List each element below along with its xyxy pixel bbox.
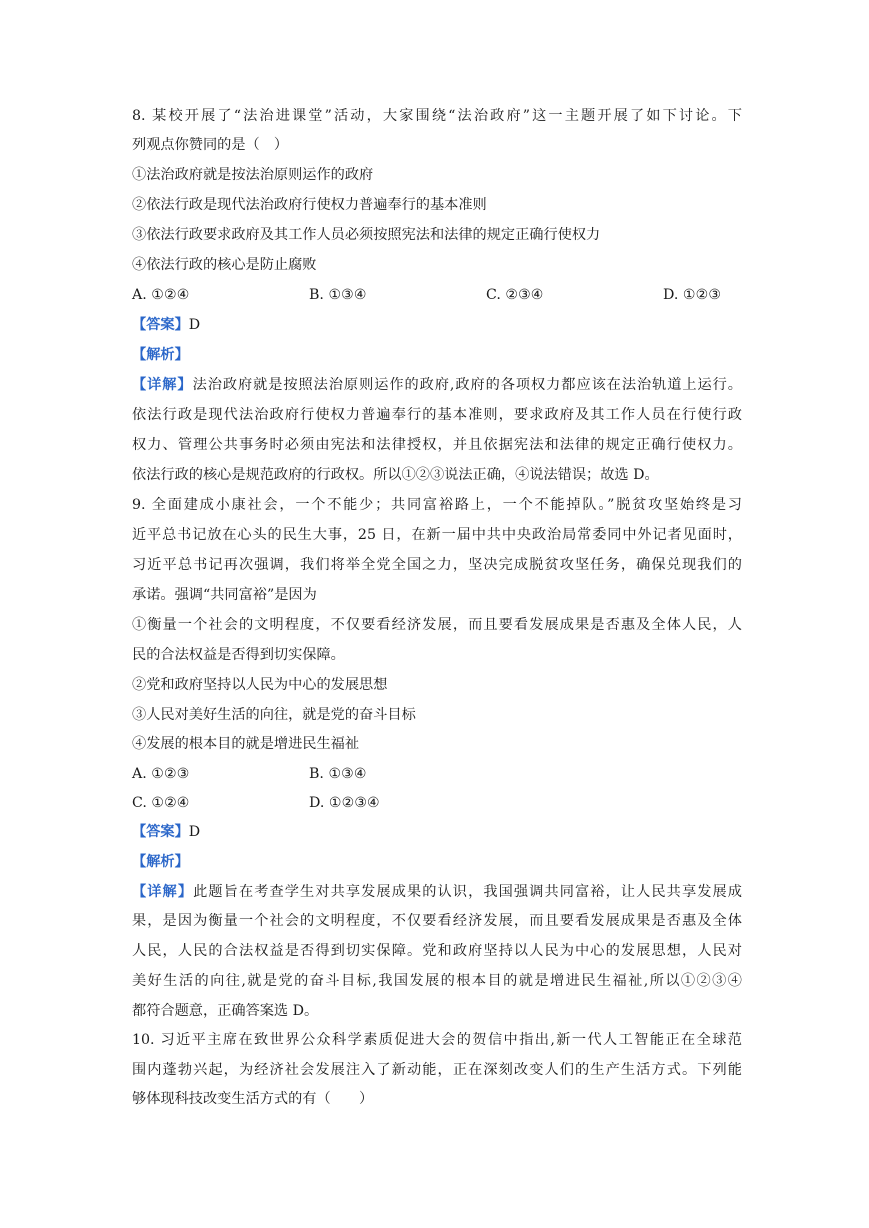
q8-analysis xyxy=(132,345,742,365)
q9-analysis-tag: 【解析】 xyxy=(132,854,189,870)
q9-detail-text-1: 此题旨在考查学生对共享发展成果的认识，我国强调共同富裕，让人民共享发展成 xyxy=(193,884,742,900)
q8-stem-line-1: 8. 某校开展了“法治进课堂”活动，大家围绕“法治政府”这一主题开展了如下讨论。下 xyxy=(132,108,742,124)
q8-item-4: ④依法行政的核心是防止腐败 xyxy=(132,257,317,273)
q9-detail-line-1 xyxy=(132,882,742,902)
q8-analysis-tag: 【解析】 xyxy=(132,347,189,363)
q8-detail-tag: 【详解】 xyxy=(132,377,193,393)
q9-option-c: C. ①②④ xyxy=(132,795,190,811)
q8-answer-value: D xyxy=(188,317,201,333)
q9-option-b: B. ①③④ xyxy=(309,766,367,782)
q9-item-4: ④发展的根本目的就是增进民生福祉 xyxy=(132,736,360,752)
q8-option-c: C. ②③④ xyxy=(486,287,544,303)
q8-option-a: A. ①②④ xyxy=(132,287,190,303)
q9-analysis xyxy=(132,852,742,872)
q9-option-a: A. ①②③ xyxy=(132,766,190,782)
q8-option-d: D. ①②③ xyxy=(663,287,722,303)
q9-item-1-line-1: ①衡量一个社会的文明程度，不仅要看经济发展，而且要看发展成果是否惠及全体人民，人 xyxy=(132,617,742,633)
q9-detail-line-4: 美好生活的向往,就是党的奋斗目标,我国发展的根本目的就是增进民生福祉,所以①②③④ xyxy=(132,973,742,989)
q9-answer xyxy=(132,822,742,842)
q8-stem-line-2: 列观点你赞同的是（ ） xyxy=(132,137,289,153)
q8-answer-tag: 【答案】 xyxy=(132,317,189,333)
q9-item-1-line-2: 民的合法权益是否得到切实保障。 xyxy=(132,647,345,663)
q8-detail-line-1 xyxy=(132,375,742,395)
q10-stem-line-2: 围内蓬勃兴起，为经济社会发展注入了新动能，正在深刻改变人们的生产生活方式。下列能 xyxy=(132,1062,742,1078)
q9-answer-tag: 【答案】 xyxy=(132,824,189,840)
q9-stem-line-3: 习近平总书记再次强调，我们将举全党全国之力，坚决完成脱贫攻坚任务，确保兑现我们的 xyxy=(132,557,742,573)
q8-item-2: ②依法行政是现代法治政府行使权力普遍奉行的基本准则 xyxy=(132,197,487,213)
q9-stem-line-4: 承诺。强调“共同富裕”是因为 xyxy=(132,587,317,603)
q9-stem-line-2: 近平总书记放在心头的民生大事，25 日，在新一届中共中央政治局常委同中外记者见面时， xyxy=(132,527,742,543)
q8-detail-text-1: 法治政府就是按照法治原则运作的政府,政府的各项权力都应该在法治轨道上运行。 xyxy=(192,377,742,393)
q8-item-3: ③依法行政要求政府及其工作人员必须按照宪法和法律的规定正确行使权力 xyxy=(132,227,601,243)
q8-option-b: B. ①③④ xyxy=(309,287,367,303)
q8-item-1: ①法治政府就是按法治原则运作的政府 xyxy=(132,167,374,183)
q10-stem-line-1: 10. 习近平主席在致世界公众科学素质促进大会的贺信中指出,新一代人工智能正在全球范 xyxy=(132,1032,742,1048)
q9-item-3: ③人民对美好生活的向往，就是党的奋斗目标 xyxy=(132,707,416,723)
q9-stem-line-1: 9. 全面建成小康社会，一个不能少；共同富裕路上，一个不能掉队。”脱贫攻坚始终是习 xyxy=(132,497,742,513)
q9-detail-line-2: 果，是因为衡量一个社会的文明程度，不仅要看经济发展，而且要看发展成果是否惠及全体 xyxy=(132,913,742,929)
q8-answer xyxy=(132,315,742,335)
q9-item-2: ②党和政府坚持以人民为中心的发展思想 xyxy=(132,677,388,693)
q9-detail-tag: 【详解】 xyxy=(132,884,194,900)
q9-detail-line-3: 人民，人民的合法权益是否得到切实保障。党和政府坚持以人民为中心的发展思想，人民对 xyxy=(132,943,742,959)
q9-detail-line-5: 都符合题意，正确答案选 D。 xyxy=(132,1003,319,1019)
q9-option-d: D. ①②③④ xyxy=(309,795,380,811)
q10-stem-line-3: 够体现科技改变生活方式的有（ ） xyxy=(132,1091,374,1107)
q9-answer-value: D xyxy=(188,824,201,840)
q8-detail-line-4: 依法行政的核心是规范政府的行政权。所以①②③说法正确，④说法错误；故选 D。 xyxy=(132,467,659,483)
q8-detail-line-2: 依法行政是现代法治政府行使权力普遍奉行的基本准则，要求政府及其工作人员在行使行政 xyxy=(132,407,742,423)
q8-detail-line-3: 权力、管理公共事务时必须由宪法和法律授权，并且依据宪法和法律的规定正确行使权力。 xyxy=(132,437,742,453)
